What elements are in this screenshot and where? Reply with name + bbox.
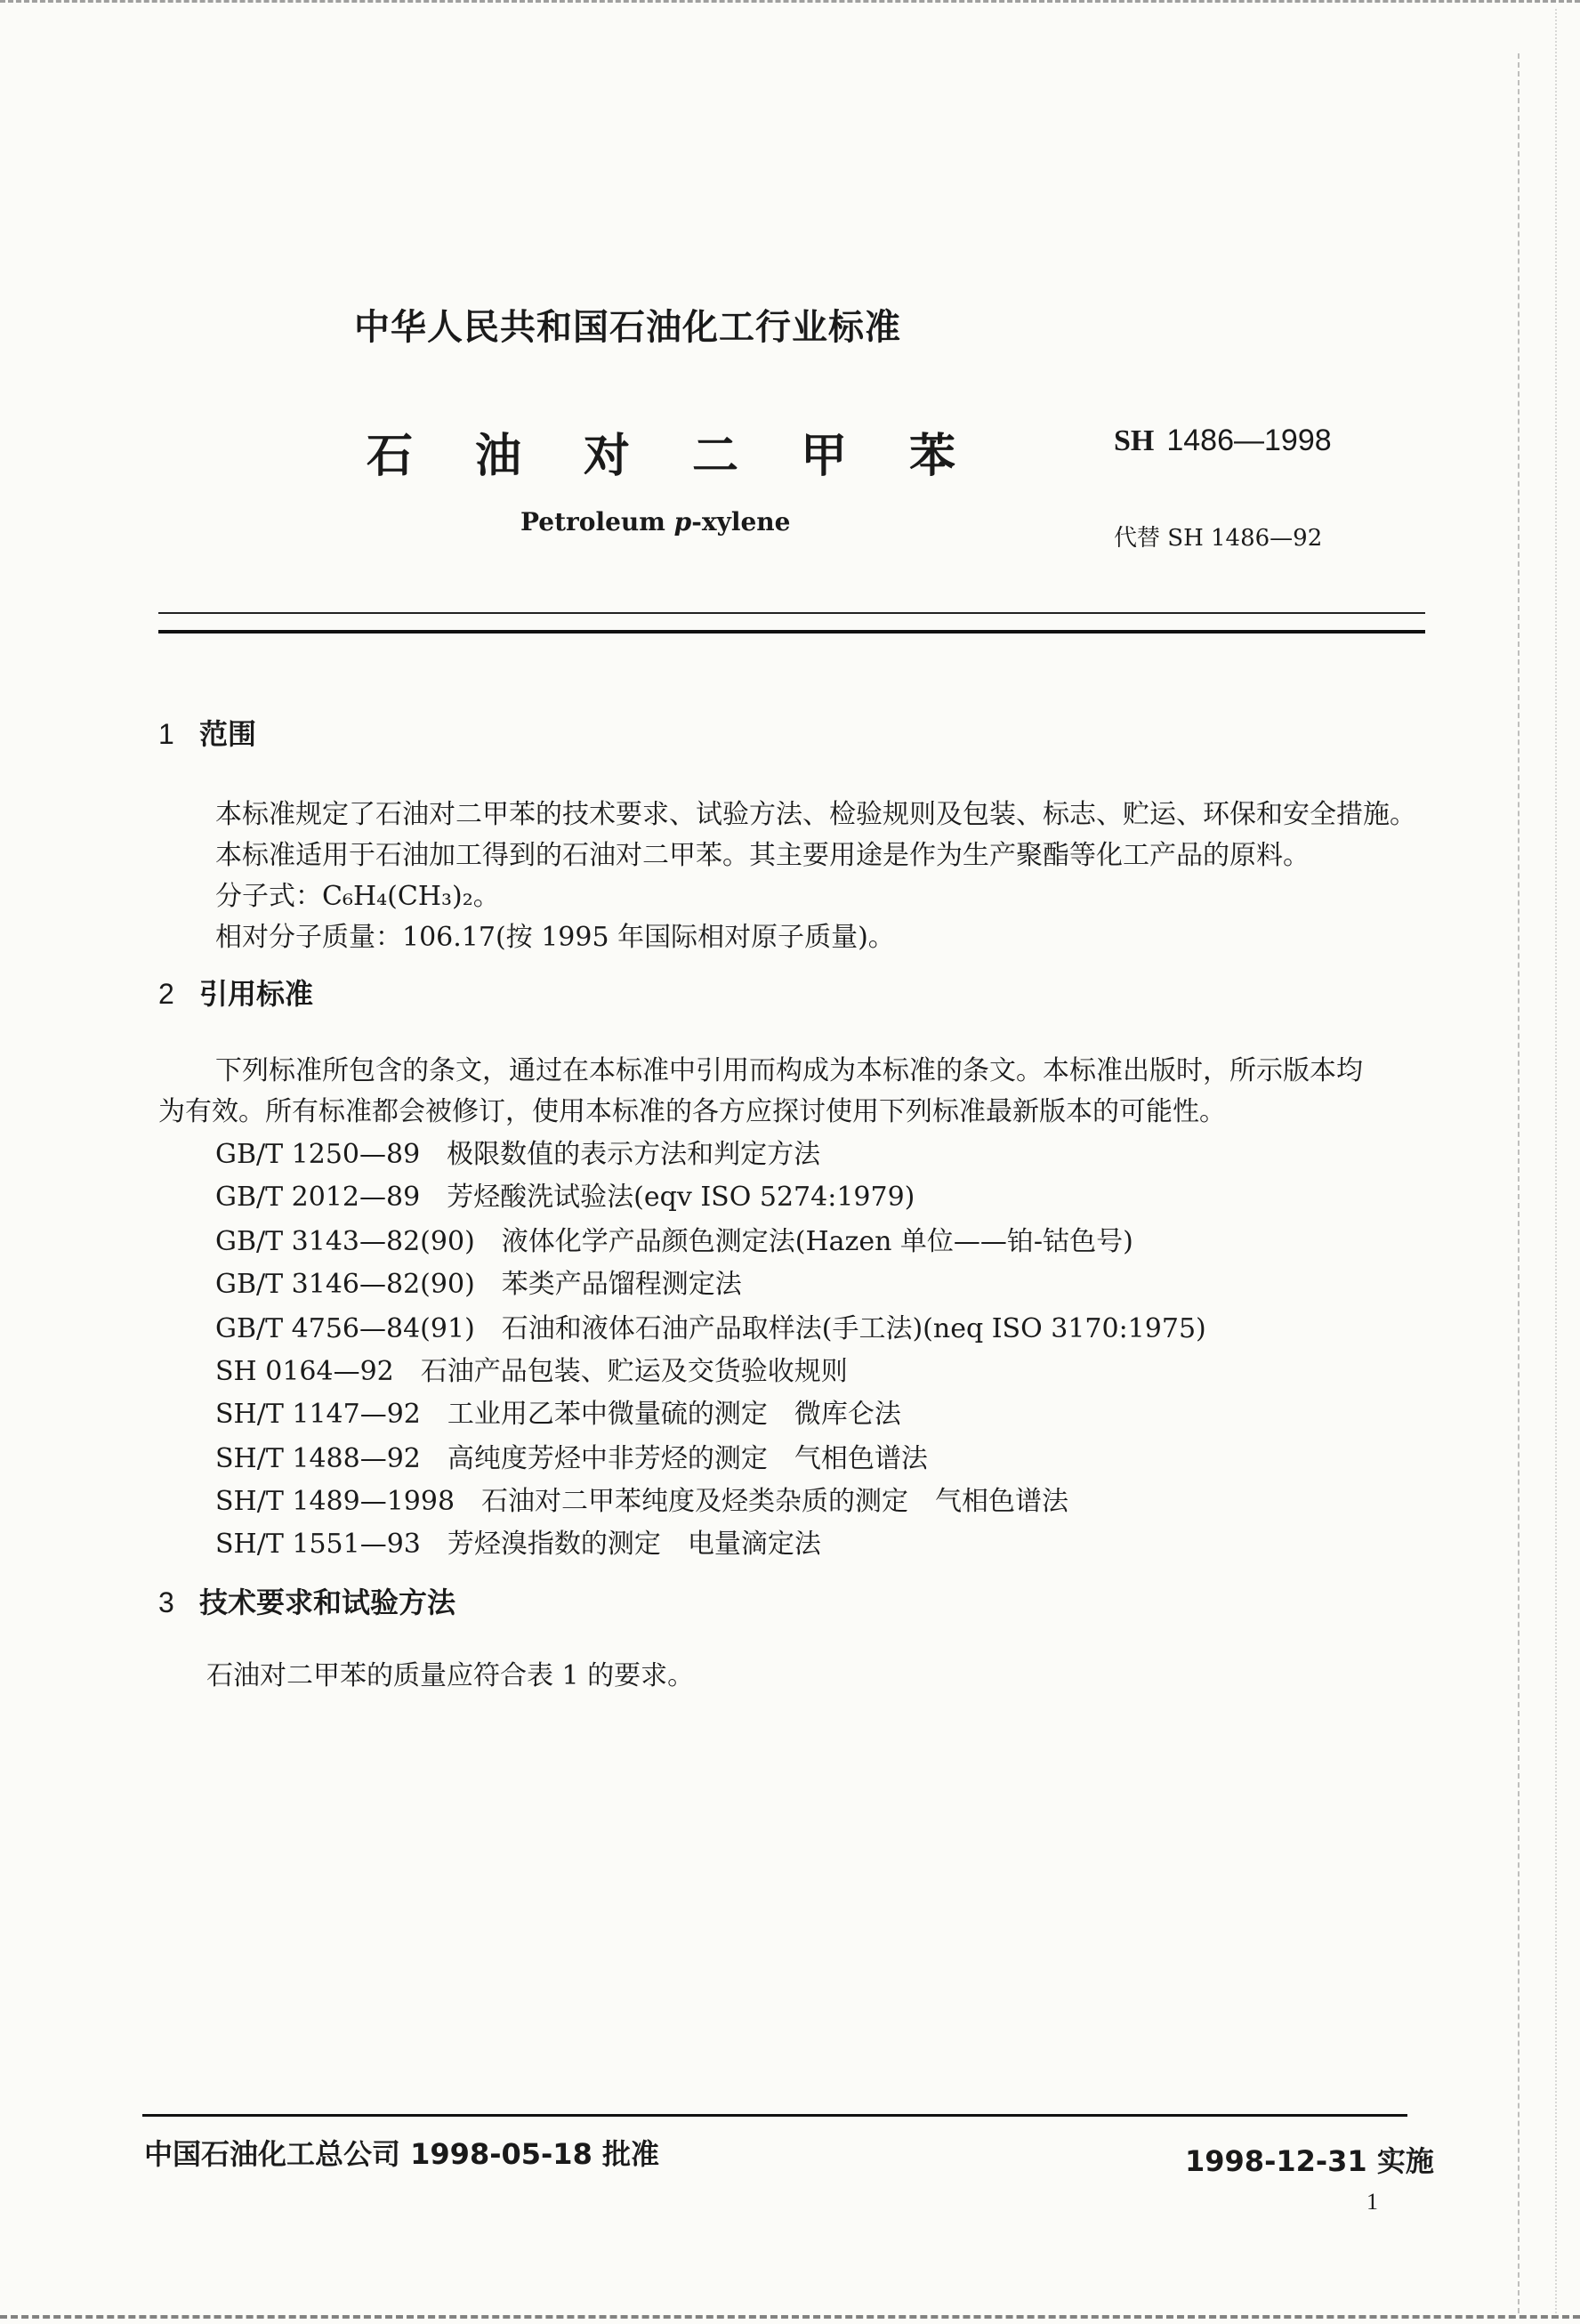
- section-title: 技术要求和试验方法: [199, 1586, 456, 1619]
- section-number: 2: [158, 978, 174, 1010]
- standard-code: [1114, 424, 1332, 458]
- footer-rule: [142, 2114, 1407, 2117]
- standard-code-prefix: SH: [1114, 424, 1155, 457]
- reference-item: SH/T 1489—1998 石油对二甲苯纯度及烃类杂质的测定 气相色谱法: [215, 1486, 1069, 1517]
- paragraph: 本标准适用于石油加工得到的石油对二甲苯。其主要用途是作为生产聚酯等化工产品的原料。: [215, 840, 1310, 871]
- section-heading: [158, 1580, 455, 1621]
- section-title: 引用标准: [199, 977, 314, 1011]
- paragraph: 相对分子质量：106.17(按 1995 年国际相对原子质量)。: [215, 922, 895, 953]
- reference-item: SH/T 1488—92 高纯度芳烃中非芳烃的测定 气相色谱法: [215, 1443, 928, 1474]
- reference-item: SH/T 1551—93 芳烃溴指数的测定 电量滴定法: [215, 1529, 821, 1560]
- paragraph: 为有效。所有标准都会被修订，使用本标准的各方应探讨使用下列标准最新版本的可能性。: [158, 1096, 1226, 1127]
- title-char: 石: [367, 430, 414, 483]
- replaces-note: 代替 SH 1486—92: [1114, 525, 1323, 552]
- scan-edge-top: [0, 0, 1580, 8]
- section-number: 1: [158, 718, 174, 750]
- reference-item: GB/T 2012—89 芳烃酸洗试验法(eqv ISO 5274:1979): [215, 1182, 915, 1213]
- title-char: 苯: [909, 430, 956, 483]
- title-char: 对: [584, 430, 631, 483]
- reference-item: GB/T 1250—89 极限数值的表示方法和判定方法: [215, 1139, 821, 1170]
- header-rule-thick: [158, 630, 1425, 633]
- effective-date: 1998-12-31 实施: [1185, 2144, 1434, 2178]
- reference-item: GB/T 3143—82(90) 液体化学产品颜色测定法(Hazen 单位——铂-钴色号): [215, 1226, 1133, 1257]
- section-number: 3: [158, 1586, 174, 1618]
- title-char: 二: [692, 430, 739, 483]
- page-title: [367, 418, 1018, 485]
- paragraph: 本标准规定了石油对二甲苯的技术要求、试验方法、检验规则及包装、标志、贮运、环保和安全措施。: [215, 799, 1416, 830]
- reference-item: SH 0164—92 石油产品包装、贮运及交货验收规则: [215, 1356, 848, 1387]
- reference-item: SH/T 1147—92 工业用乙苯中微量硫的测定 微库仑法: [215, 1399, 901, 1430]
- org-title: 中华人民共和国石油化工行业标准: [354, 307, 901, 348]
- approval-note: 中国石油化工总公司 1998-05-18 批准: [144, 2137, 659, 2171]
- section-title: 范围: [199, 717, 257, 751]
- scan-edge-right-outer: [1555, 9, 1557, 2313]
- section-heading: [158, 712, 256, 753]
- english-title: Petroleum p-xylene: [520, 507, 791, 537]
- page-number: 1: [1366, 2189, 1378, 2215]
- paragraph: 分子式：C₆H₄(CH₃)₂。: [215, 881, 500, 912]
- title-char: 油: [475, 430, 522, 483]
- paragraph: 石油对二甲苯的质量应符合表 1 的要求。: [206, 1660, 695, 1691]
- scan-edge-right: [1518, 53, 1520, 2313]
- paragraph: 下列标准所包含的条文，通过在本标准中引用而构成为本标准的条文。本标准出版时，所示版本均: [215, 1055, 1363, 1086]
- section-heading: [158, 972, 313, 1013]
- reference-item: GB/T 4756—84(91) 石油和液体石油产品取样法(手工法)(neq ISO 3170:1975): [215, 1313, 1206, 1344]
- standard-code-number: 1486—1998: [1166, 424, 1332, 457]
- header-rule-thin: [158, 612, 1425, 614]
- scan-edge-bottom: [0, 2315, 1580, 2324]
- title-char: 甲: [801, 430, 848, 483]
- reference-item: GB/T 3146—82(90) 苯类产品馏程测定法: [215, 1269, 742, 1300]
